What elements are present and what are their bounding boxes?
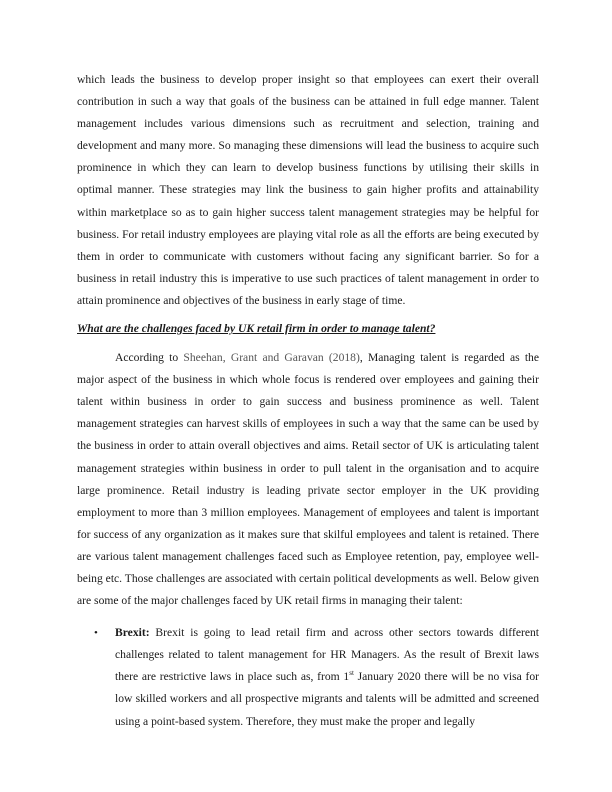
list-item-text-part1: Brexit is going to lead retail firm and across other sectors towards different challenges related to talent management for HR Managers. As the result of Brexit laws there are restrictive laws in place such as, from 1 [115, 626, 539, 684]
body-paragraph-lead: According to [115, 351, 184, 365]
body-paragraph [77, 347, 539, 612]
challenges-list [77, 622, 539, 732]
citation-link: Sheehan, Grant and Garavan (2018) [183, 351, 360, 365]
ordinal-superscript: st [349, 669, 354, 678]
section-heading: What are the challenges faced by UK retail firm in order to manage talent? [77, 322, 436, 336]
body-paragraph-text: , Managing talent is regarded as the major aspect of the business in which whole focus is rendered over employees and gaining their talent within business in order to gain success and business prominence as well. Talent management strategies can harvest skills of employees in such a way that the same can be used by the business in order to attain overall objectives and aims. Retail sector of UK is articulating talent management strategies within business in order to pull talent in the organisation and to acquire large prominence. Retail industry is leading private sector employer in the UK providing employment to more than 3 million employees. Management of employees and talent is important for success of any organization as it makes sure that skilful employees and talent is retained. There are various talent management challenges faced such as Employee retention, pay, employee well-being etc. Those challenges are associated with certain political developments as well. Below given are some of the major challenges faced by UK retail firms in managing their talent: [77, 351, 539, 608]
list-item-text-part2: January 2020 there will be no visa for low skilled workers and all prospective migrants and talents will be admitted and screened using a point-based system. Therefore, they must make the proper and legally [115, 670, 539, 728]
intro-paragraph: which leads the business to develop proper insight so that employees can exert their overall contribution in such a way that goals of the business can be attained in full edge manner. Talent management includes various dimensions such as recruitment and selection, training and development and many more. So managing these dimensions will lead the business to acquire such prominence in which they can learn to develop business functions by utilising their skills in optimal manner. These strategies may link the business to gain higher profits and attainability within marketplace so as to gain higher success talent management strategies may be helpful for business. For retail industry employees are playing vital role as all the efforts are being executed by them in order to communicate with customers without facing any significant barrier. So for a business in retail industry this is imperative to use such practices of talent management in order to attain prominence and objectives of the business in early stage of time. [77, 73, 539, 307]
document-page [77, 69, 539, 733]
list-item [77, 622, 539, 732]
list-item-title: Brexit: [115, 626, 150, 640]
bullet-icon: • [94, 627, 98, 640]
